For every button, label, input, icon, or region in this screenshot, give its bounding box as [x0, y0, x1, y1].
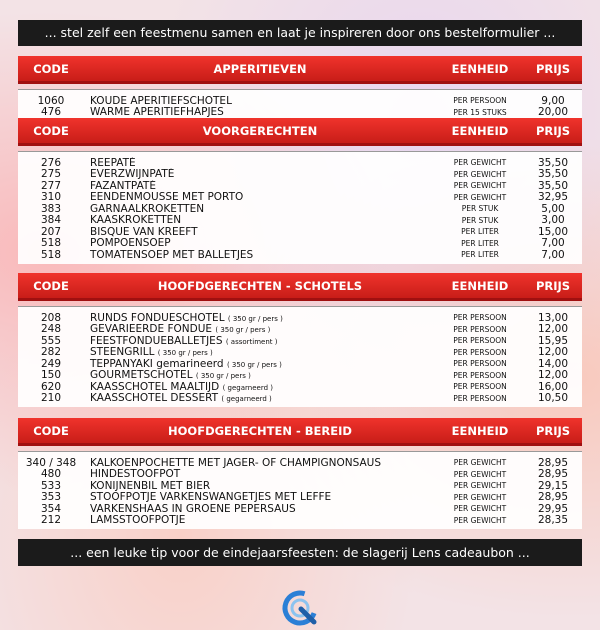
table-row — [18, 107, 582, 119]
item-unit: PER GEWICHT — [453, 504, 507, 514]
item-unit: PER PERSOON — [453, 324, 507, 334]
item-name-text: REEPATÉ — [90, 156, 136, 169]
item-name — [84, 346, 436, 358]
table-row — [18, 169, 582, 181]
item-unit: PER GEWICHT — [453, 458, 507, 468]
item-price: 35,50 — [537, 168, 569, 181]
item-note: ( 350 gr / pers ) — [226, 360, 282, 369]
table-row — [18, 457, 582, 469]
item-name — [84, 312, 436, 324]
col-price: PRIJS — [535, 423, 571, 438]
item-price: 15,95 — [537, 334, 569, 347]
item-code: 518 — [40, 237, 62, 250]
section-header — [18, 118, 582, 146]
item-name — [84, 203, 436, 215]
table-row — [18, 381, 582, 393]
table-row — [18, 503, 582, 515]
item-name — [84, 514, 436, 526]
item-unit: PER 15 STUKS — [453, 107, 507, 117]
item-name — [84, 392, 436, 404]
table-row — [18, 192, 582, 204]
item-name-text: HINDESTOOFPOT — [90, 468, 181, 481]
item-code: 354 — [40, 502, 62, 515]
item-code: 150 — [40, 369, 62, 382]
item-unit: PER GEWICHT — [453, 169, 507, 179]
item-unit: PER PERSOON — [453, 359, 507, 369]
item-name — [84, 491, 436, 503]
item-name-text: GOURMETSCHOTEL — [90, 369, 193, 382]
col-unit: EENHEID — [451, 123, 509, 138]
item-name-text: TEPPANYAKI — [90, 357, 153, 370]
item-code: 340 / 348 — [25, 456, 77, 469]
col-price: PRIJS — [535, 278, 571, 293]
col-unit: EENHEID — [451, 423, 509, 438]
table-row — [18, 203, 582, 215]
table-row — [18, 95, 582, 107]
item-name — [84, 381, 436, 393]
item-price: 3,00 — [541, 214, 565, 227]
item-code: 518 — [40, 248, 62, 261]
table-row — [18, 157, 582, 169]
item-price: 14,00 — [537, 357, 569, 370]
section-items — [18, 451, 582, 529]
section-items — [18, 151, 582, 264]
item-unit: PER GEWICHT — [453, 158, 507, 168]
col-unit: EENHEID — [451, 278, 509, 293]
item-price: 15,00 — [537, 225, 569, 238]
item-name — [84, 335, 436, 347]
item-name — [84, 369, 436, 381]
item-name-text: KOUDE APERITIEFSCHOTEL — [90, 94, 232, 107]
section-header — [18, 273, 582, 301]
item-name — [84, 157, 436, 169]
item-code: 480 — [40, 468, 62, 481]
table-row — [18, 393, 582, 405]
item-code: 476 — [40, 106, 62, 119]
item-name — [84, 457, 436, 469]
section-title: APPERITIEVEN — [213, 61, 307, 76]
item-unit: PER LITER — [461, 250, 499, 260]
item-unit: PER STUK — [461, 204, 499, 214]
section-title: HOOFDGERECHTEN - SCHOTELS — [157, 278, 363, 293]
item-name — [84, 226, 436, 238]
col-code: CODE — [33, 423, 69, 438]
item-code: 248 — [40, 323, 62, 336]
col-price: PRIJS — [535, 61, 571, 76]
item-price: 28,95 — [537, 491, 569, 504]
item-code: 208 — [40, 311, 62, 324]
item-name-text: BISQUE VAN KREEFT — [90, 225, 198, 238]
item-unit: PER GEWICHT — [453, 469, 507, 479]
item-name — [84, 468, 436, 480]
item-name-text: GARNAALKROKETTEN — [90, 202, 205, 215]
item-code: 275 — [40, 168, 62, 181]
item-price: 16,00 — [537, 380, 569, 393]
bottom-banner: ... een leuke tip voor de eindejaarsfeesten: de slagerij Lens cadeaubon ... — [18, 539, 582, 566]
item-unit: PER PERSOON — [453, 393, 507, 403]
table-row — [18, 249, 582, 261]
item-unit: PER GEWICHT — [453, 492, 507, 502]
item-unit: PER PERSOON — [453, 382, 507, 392]
item-name-extra: gemarineerd — [156, 357, 224, 370]
table-row — [18, 215, 582, 227]
item-name-text: LAMSSTOOFPOTJE — [90, 514, 186, 527]
item-price: 7,00 — [541, 248, 565, 261]
item-name-text: VARKENSHAAS IN GROENE PEPERSAUS — [90, 502, 296, 515]
section-header — [18, 418, 582, 446]
table-row — [18, 358, 582, 370]
table-row — [18, 480, 582, 492]
item-code: 282 — [40, 346, 62, 359]
item-name-text: TOMATENSOEP MET BALLETJES — [90, 248, 254, 261]
item-note: ( gegarneerd ) — [222, 383, 273, 392]
section-items — [18, 306, 582, 407]
item-unit: PER PERSOON — [453, 370, 507, 380]
item-price: 35,50 — [537, 179, 569, 192]
item-name — [84, 214, 436, 226]
item-unit: PER LITER — [461, 238, 499, 248]
item-unit: PER PERSOON — [453, 313, 507, 323]
item-name-text: POMPOENSOEP — [90, 237, 171, 250]
item-code: 555 — [40, 334, 62, 347]
item-price: 12,00 — [537, 323, 569, 336]
item-name-text: EVERZWIJNPATÉ — [90, 168, 175, 181]
item-price: 20,00 — [537, 106, 569, 119]
q-logo-icon — [281, 589, 319, 627]
item-code: 207 — [40, 225, 62, 238]
item-name — [84, 249, 436, 261]
item-code: 384 — [40, 214, 62, 227]
section-hoofdgerechten-schotels — [18, 273, 582, 407]
item-unit: PER STUK — [461, 215, 499, 225]
item-name-text: KAASKROKETTEN — [90, 214, 182, 227]
item-name-text: FAZANTPATÉ — [90, 179, 156, 192]
item-name — [84, 503, 436, 515]
table-row — [18, 515, 582, 527]
top-banner: ... stel zelf een feestmenu samen en laat je inspireren door ons bestelformulier ... — [18, 20, 582, 46]
item-note: ( assortiment ) — [225, 337, 278, 346]
item-code: 210 — [40, 392, 62, 405]
item-note: ( 350 gr / pers ) — [157, 349, 213, 358]
item-code: 383 — [40, 202, 62, 215]
item-name — [84, 323, 436, 335]
item-price: 28,95 — [537, 468, 569, 481]
item-note: ( 350 gr / pers ) — [227, 314, 283, 323]
item-name — [84, 95, 436, 107]
table-row — [18, 370, 582, 382]
item-name-text: STOOFPOTJE VARKENSWANGETJES MET LEFFE — [90, 491, 332, 504]
section-apperitieven — [18, 56, 582, 121]
item-note: ( gegarneerd ) — [221, 395, 272, 404]
item-unit: PER PERSOON — [453, 347, 507, 357]
table-row — [18, 180, 582, 192]
item-unit: PER GEWICHT — [453, 515, 507, 525]
table-row — [18, 347, 582, 359]
col-unit: EENHEID — [451, 61, 509, 76]
item-note: ( 350 gr / pers ) — [215, 326, 271, 335]
section-title: VOORGERECHTEN — [202, 123, 318, 138]
item-name-text: WARME APERITIEFHAPJES — [90, 106, 224, 119]
item-unit: PER PERSOON — [453, 96, 507, 106]
item-name — [84, 358, 436, 370]
item-code: 276 — [40, 156, 62, 169]
item-code: 277 — [40, 179, 62, 192]
col-price: PRIJS — [535, 123, 571, 138]
item-price: 13,00 — [537, 311, 569, 324]
item-name-text: KONIJNENBIL MET BIER — [90, 479, 211, 492]
item-name — [84, 191, 436, 203]
item-name — [84, 168, 436, 180]
item-price: 29,15 — [537, 479, 569, 492]
item-code: 310 — [40, 191, 62, 204]
table-row — [18, 324, 582, 336]
table-row — [18, 312, 582, 324]
item-price: 5,00 — [541, 202, 565, 215]
item-unit: PER GEWICHT — [453, 181, 507, 191]
section-header — [18, 56, 582, 84]
table-row — [18, 226, 582, 238]
item-name-text: RUNDS FONDUESCHOTEL — [90, 311, 225, 324]
item-code: 620 — [40, 380, 62, 393]
section-voorgerechten — [18, 118, 582, 264]
item-name — [84, 480, 436, 492]
item-price: 9,00 — [541, 94, 565, 107]
item-code: 353 — [40, 491, 62, 504]
item-name-text: KALKOENPOCHETTE MET JAGER- OF CHAMPIGNONSAUS — [90, 456, 382, 469]
section-title: HOOFDGERECHTEN - BEREID — [168, 423, 352, 438]
item-price: 32,95 — [537, 191, 569, 204]
col-code: CODE — [33, 123, 69, 138]
section-hoofdgerechten-bereid — [18, 418, 582, 529]
col-code: CODE — [33, 61, 69, 76]
item-price: 10,50 — [537, 392, 569, 405]
table-row — [18, 469, 582, 481]
item-name-text: FEESTFONDUEBALLETJES — [90, 334, 223, 347]
item-name-text: EENDENMOUSSE MET PORTO — [90, 191, 244, 204]
item-price: 12,00 — [537, 369, 569, 382]
table-row — [18, 492, 582, 504]
item-name — [84, 106, 436, 118]
item-name-text: KAASSCHOTEL DESSERT — [90, 392, 219, 405]
item-code: 1060 — [37, 94, 65, 107]
item-name-text: KAASSCHOTEL MAALTIJD — [90, 380, 220, 393]
item-price: 12,00 — [537, 346, 569, 359]
item-price: 28,95 — [537, 456, 569, 469]
item-code: 249 — [40, 357, 62, 370]
item-price: 28,35 — [537, 514, 569, 527]
item-unit: PER LITER — [461, 227, 499, 237]
item-code: 212 — [40, 514, 62, 527]
item-unit: PER PERSOON — [453, 336, 507, 346]
item-name — [84, 237, 436, 249]
col-code: CODE — [33, 278, 69, 293]
item-unit: PER GEWICHT — [453, 481, 507, 491]
item-price: 29,95 — [537, 502, 569, 515]
item-price: 35,50 — [537, 156, 569, 169]
item-price: 7,00 — [541, 237, 565, 250]
section-items — [18, 89, 582, 121]
item-name-text: GEVARIEERDE FONDUE — [90, 323, 213, 336]
table-row — [18, 238, 582, 250]
item-unit: PER GEWICHT — [453, 192, 507, 202]
item-name-text: STEENGRILL — [90, 346, 155, 359]
table-row — [18, 335, 582, 347]
item-code: 533 — [40, 479, 62, 492]
item-name — [84, 180, 436, 192]
item-note: ( 350 gr / pers ) — [195, 372, 251, 381]
